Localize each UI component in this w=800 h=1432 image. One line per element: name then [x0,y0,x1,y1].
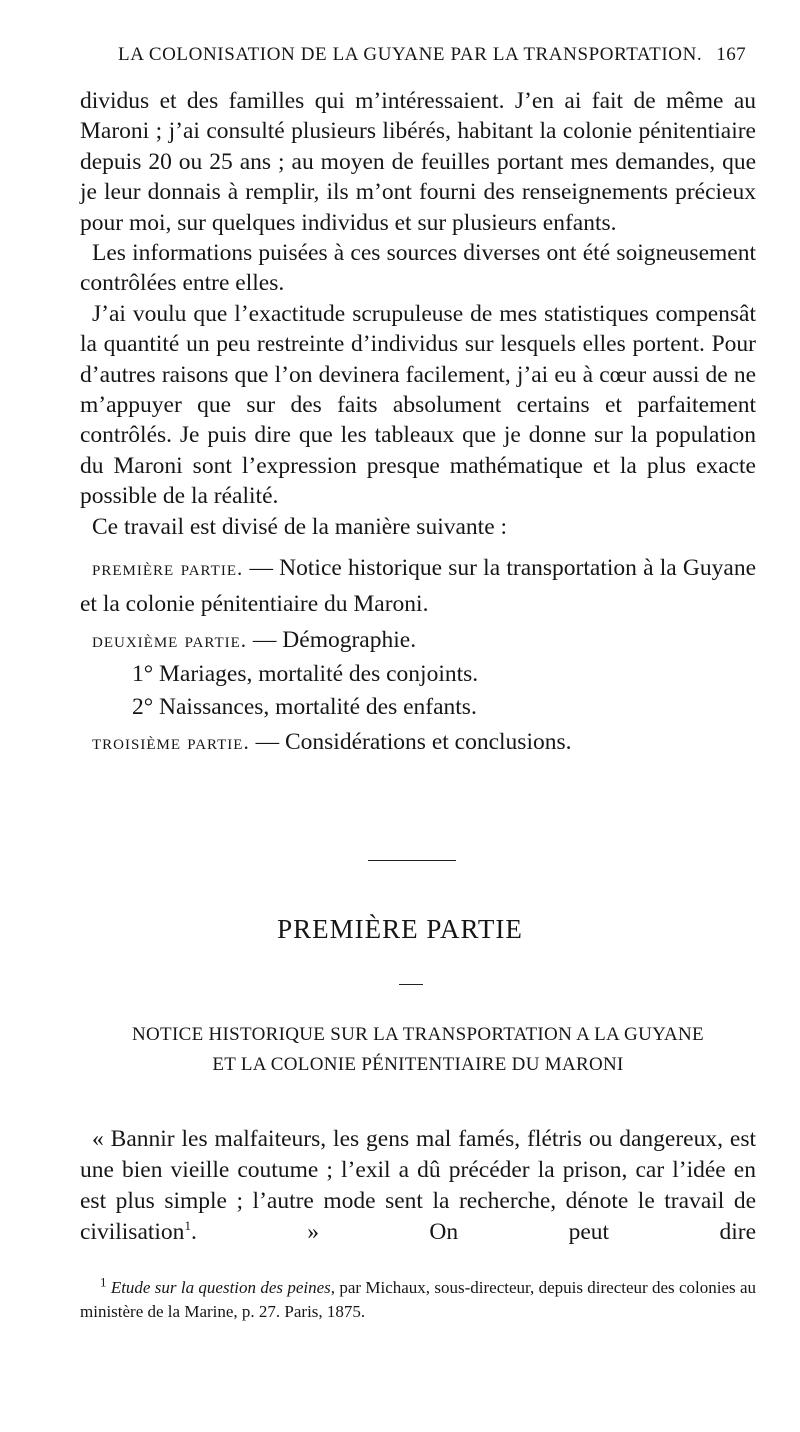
toc-part-3-text: — Considérations et conclusions. [255,729,572,756]
body-text [80,86,756,760]
footnote-marker: 1 [100,1274,107,1290]
quotation-tail: . » On peut dire [190,1219,756,1245]
footnote-reference: 1 [184,1218,191,1234]
toc-part-2-item: 1° Mariages, mortalité des conjoints. [132,661,479,688]
section-heading-line-2: ET LA COLONIE PÉNITENTIAIRE DU MARONI [212,1054,624,1075]
section-heading-line-1: NOTICE HISTORIQUE SUR LA TRANSPORTATION A LA GUYANE [132,1024,704,1045]
page-number: 167 [716,44,746,65]
toc-part-1 [80,550,756,622]
footnote-text [80,1276,756,1324]
footnote-citation: , par Michaux, sous-directeur, depuis directeur des colonies au ministère de la Marine, p. 27. Paris, 1875. [80,1278,757,1321]
toc-part-1-label: première partie. [92,556,244,581]
toc-part-2-text: — Démographie. [252,627,417,654]
paragraph: J’ai voulu que l’exactitude scrupuleuse de mes statistiques compensât la quantité un peu restreinte d’individus sur lesquels elles portent. Pour d’autres raisons que l’on devinera facilement, j’ai eu à cœur aussi de ne m’appuyer que sur des faits absolument certains et parfaitement contrôlés. Je puis dire que les tableaux que je donne sur la population du Maroni sont l’expression presque mathématique et la plus exacte possible de la réalité. [80,300,756,510]
part-title: PREMIÈRE PARTIE [277,914,523,944]
section-heading [80,1020,756,1080]
table-of-contents [80,550,756,760]
running-head [118,44,746,66]
paragraph: Ce travail est divisé de la manière suivante : [92,513,508,540]
paragraph: Les informations puisées à ces sources diverses ont été soigneusement contrôlées entre elles. [80,240,756,297]
toc-part-2-item: 2° Naissances, mortalité des enfants. [132,694,477,721]
toc-part-2 [80,622,756,658]
paragraph-continued: dividus et des familles qui m’intéressaient. J’en ai fait de même au Maroni ; j’ai consulté plusieurs libérés, habitant la colonie pénitentiaire depuis 20 ou 25 ans ; au moyen de feuilles portant mes demandes, que je leur donnais à remplir, ils m’ont fourni des renseignements précieux pour moi, sur quelques individus et sur plusieurs enfants. [80,88,756,236]
footnote [80,1276,756,1324]
toc-part-2-label: deuxième partie. [92,628,248,653]
toc-part-3 [80,724,756,760]
running-title: LA COLONISATION DE LA GUYANE PAR LA TRANSPORTATION. [118,44,703,65]
heading-divider [399,984,423,985]
section-divider [368,860,456,861]
toc-part-3-label: troisième partie. [92,730,250,755]
quotation [80,1124,756,1248]
footnote-work-title: Etude sur la question des peines [110,1278,331,1297]
quotation-paragraph [80,1124,756,1248]
quotation-text: « Bannir les malfaiteurs, les gens mal famés, flétris ou dangereux, est une bien vieille coutume ; l’exil a dû précéder la prison, car l’idée en est plus simple ; l’autre mode sent la recherche, dénote le travail de civilisation [80,1126,756,1245]
toc-part-1-text: — Notice historique sur la transportation à la Guyane et la colonie pénitentiaire du Maroni. [80,555,756,618]
